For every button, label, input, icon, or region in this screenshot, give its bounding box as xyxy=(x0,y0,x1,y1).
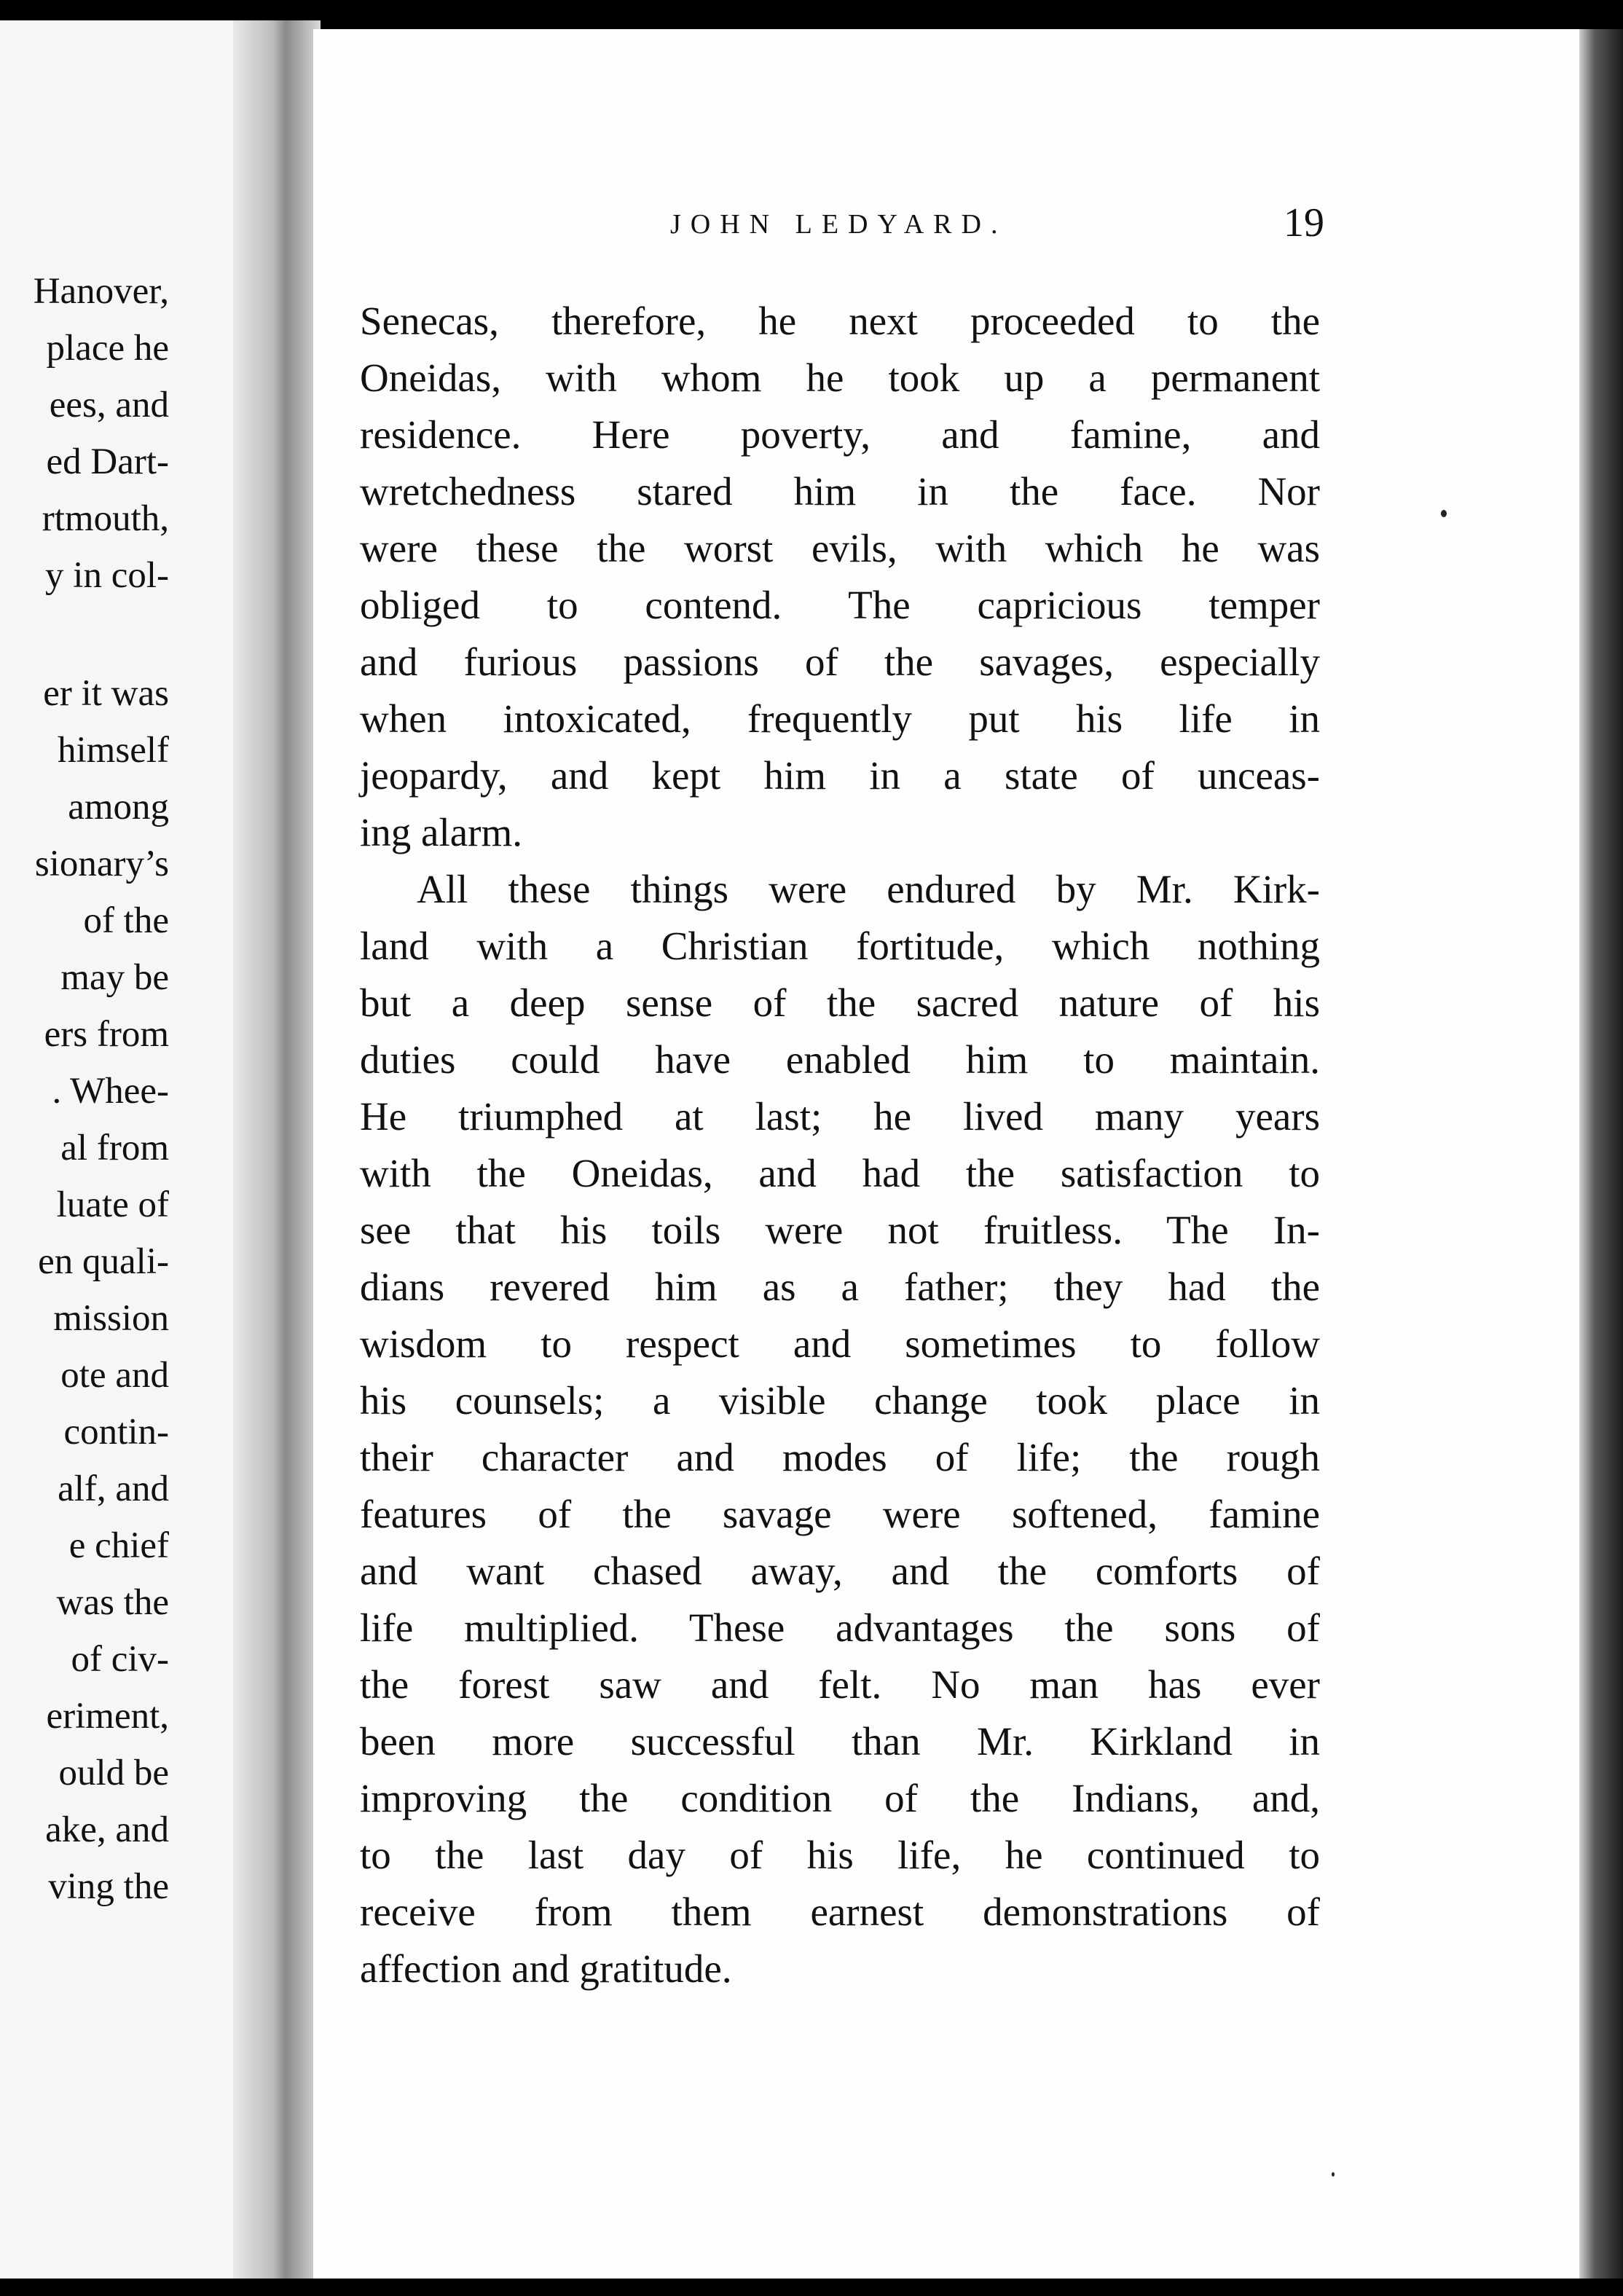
text-line: obliged to contend. The capricious temper xyxy=(360,583,1320,627)
right-page-edge xyxy=(1579,29,1623,2279)
text-line: duties could have enabled him to maintain. xyxy=(360,1037,1320,1082)
left-page-line: was the xyxy=(56,1582,169,1623)
text-line: with the Oneidas, and had the satisfaction to xyxy=(360,1151,1320,1195)
left-page-line: al from xyxy=(60,1128,169,1168)
text-line: receive from them earnest demonstrations of xyxy=(360,1890,1320,1934)
scan-border-top xyxy=(0,0,1623,22)
text-line: improving the condition of the Indians, and, xyxy=(360,1776,1320,1820)
scan-speck xyxy=(1441,510,1447,517)
text-line: were these the worst evils, with which he was xyxy=(360,526,1320,570)
left-page-line: contin- xyxy=(63,1412,169,1452)
text-line: see that his toils were not fruitless. The In- xyxy=(360,1208,1320,1252)
scan-speck xyxy=(1332,2172,1335,2177)
left-page-line: ees, and xyxy=(49,385,169,425)
left-page-line: . Whee- xyxy=(52,1071,169,1112)
left-page-line: ould be xyxy=(58,1753,169,1793)
left-page-line: himself xyxy=(58,730,169,771)
left-page-line: mission xyxy=(53,1298,169,1339)
text-line: to the last day of his life, he continued to xyxy=(360,1833,1320,1877)
left-page-line: eriment, xyxy=(46,1696,169,1737)
left-page-line: en quali- xyxy=(38,1241,169,1282)
text-line: dians revered him as a father; they had the xyxy=(360,1265,1320,1309)
text-line: Senecas, therefore, he next proceeded to the xyxy=(360,299,1320,343)
left-page-line: luate of xyxy=(56,1184,169,1225)
book-gutter xyxy=(233,20,321,2279)
text-line: jeopardy, and kept him in a state of unceas- xyxy=(360,753,1320,798)
left-page-line: of civ- xyxy=(71,1639,169,1680)
text-line: land with a Christian fortitude, which nothing xyxy=(360,924,1320,968)
left-page-line: may be xyxy=(60,957,169,998)
left-page-line: place he xyxy=(46,328,169,369)
left-page-line: among xyxy=(68,787,169,827)
text-line: Oneidas, with whom he took up a permanent xyxy=(360,355,1320,400)
left-page-line: ving the xyxy=(48,1866,169,1907)
text-line: All these things were endured by Mr. Kirk- xyxy=(417,867,1320,911)
text-line: wisdom to respect and sometimes to follow xyxy=(360,1321,1320,1366)
text-line: when intoxicated, frequently put his life in xyxy=(360,696,1320,741)
left-page-line: e chief xyxy=(68,1525,169,1566)
text-line: but a deep sense of the sacred nature of his xyxy=(360,980,1320,1025)
paragraph-1 xyxy=(360,293,1320,861)
text-line: the forest saw and felt. No man has ever xyxy=(360,1662,1320,1707)
left-page-line: alf, and xyxy=(58,1469,169,1509)
body-text xyxy=(360,293,1320,1997)
scan-border-bottom xyxy=(0,2279,1623,2296)
left-page-line: ed Dart- xyxy=(46,441,169,482)
text-line: He triumphed at last; he lived many years xyxy=(360,1094,1320,1139)
text-line: their character and modes of life; the rough xyxy=(360,1435,1320,1479)
left-page-line: rtmouth, xyxy=(42,498,169,539)
left-page-line: Hanover, xyxy=(33,271,169,312)
left-page-line: ote and xyxy=(60,1355,169,1396)
text-line: affection and gratitude. xyxy=(360,1946,732,1991)
text-line: features of the savage were softened, famine xyxy=(360,1492,1320,1536)
text-line: wretchedness stared him in the face. Nor xyxy=(360,469,1320,514)
left-page-line: ake, and xyxy=(45,1809,169,1850)
text-line: been more successful than Mr. Kirkland in xyxy=(360,1719,1320,1764)
text-line: ing alarm. xyxy=(360,810,522,854)
paragraph-2 xyxy=(360,861,1320,1997)
text-line: residence. Here poverty, and famine, and xyxy=(360,412,1320,457)
text-line: and furious passions of the savages, especially xyxy=(360,640,1320,684)
left-page-line: sionary’s xyxy=(34,844,169,884)
page-number: 19 xyxy=(1284,200,1324,245)
left-page-line: er it was xyxy=(43,673,169,714)
running-head: JOHN LEDYARD. xyxy=(670,209,1007,240)
text-line: and want chased away, and the comforts of xyxy=(360,1549,1320,1593)
text-line: his counsels; a visible change took place in xyxy=(360,1378,1320,1423)
left-page-line: of the xyxy=(83,900,169,941)
text-line: life multiplied. These advantages the sons of xyxy=(360,1605,1320,1650)
left-page-line: ers from xyxy=(44,1014,169,1055)
left-page-line: y in col- xyxy=(45,555,169,596)
